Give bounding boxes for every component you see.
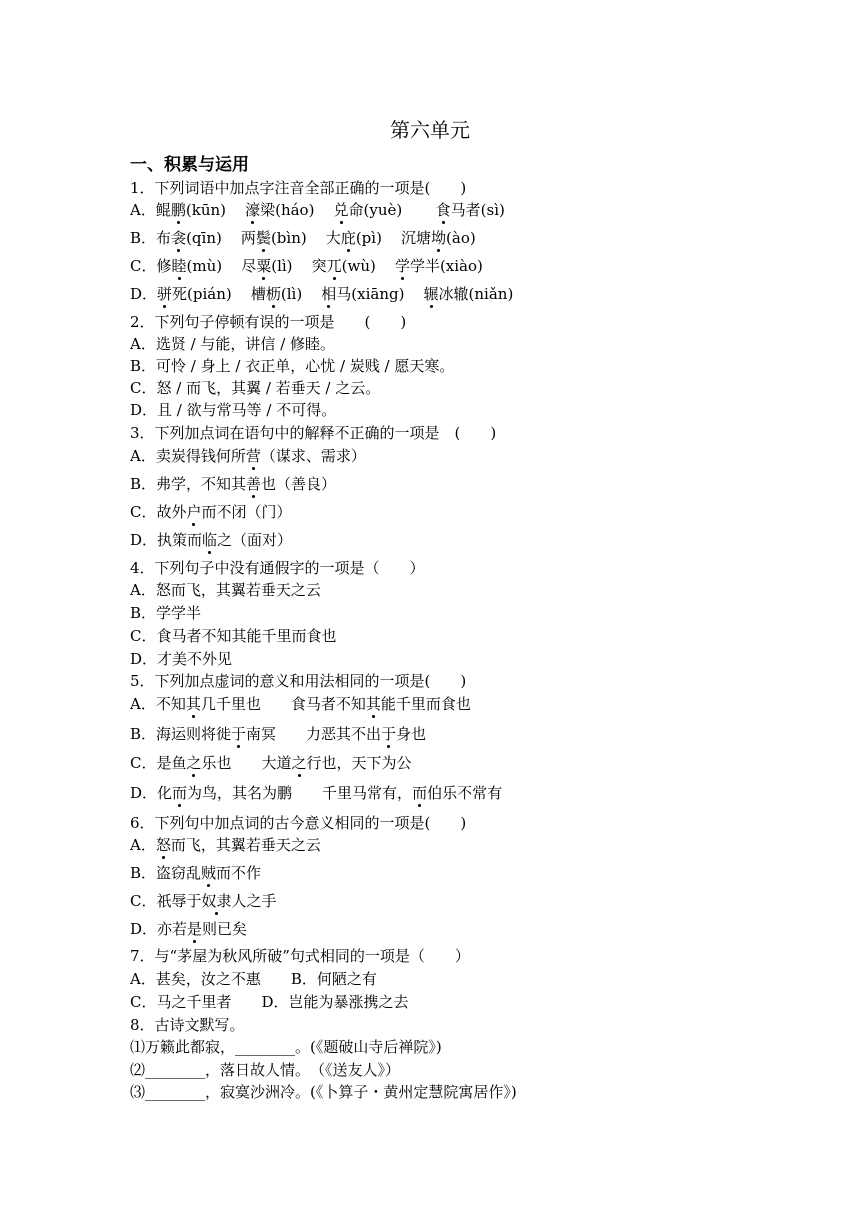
- q3-stem: 3．下列加点词在语句中的解释不正确的一项是 ( ): [130, 424, 497, 442]
- q1-option-c: C．修睦(mù) 尽粟(lì) 突兀(wù) 学学半(xiào): [130, 257, 483, 275]
- q4-option-d: D．才美不外见: [130, 650, 233, 668]
- q2-stem: 2．下列句子停顿有误的一项是 ( ): [130, 313, 407, 331]
- q4-stem: 4．下列句子中没有通假字的一项是（ ）: [130, 559, 425, 577]
- q5-stem: 5．下列加点虚词的意义和用法相同的一项是( ): [130, 672, 467, 690]
- q8-blank-2: ⑵________，落日故人情。 （《送友人》）: [130, 1061, 401, 1079]
- q3-option-b: B．弗学，不知其善也（善良）: [130, 475, 337, 493]
- q3-option-c: C．故外户而不闭（门）: [130, 503, 292, 521]
- q6-option-a: A．怒而飞，其翼若垂天之云: [130, 836, 321, 854]
- q4-option-a: A．怒而飞，其翼若垂天之云: [130, 581, 321, 599]
- q4-option-c: C．食马者不知其能千里而食也: [130, 627, 337, 645]
- q2-option-b: B．可怜 / 身上 / 衣正单，心忧 / 炭贱 / 愿天寒。: [130, 357, 455, 375]
- q5-option-b: B．海运则将徙于南冥 力恶其不出于身也: [130, 725, 427, 743]
- q5-option-c: C．是鱼之乐也 大道之行也，天下为公: [130, 754, 412, 772]
- q2-option-c: C．怒 / 而飞，其翼 / 若垂天 / 之云。: [130, 379, 381, 397]
- q2-option-d: D．且 / 欲与常马等 / 不可得。: [130, 401, 337, 419]
- page-title: 第六单元: [390, 118, 470, 142]
- q6-option-b: B．盗窃乱贼而不作: [130, 864, 262, 882]
- q1-option-a: A．鲲鹏(kūn) 濠梁(háo) 兑命(yuè) 食马者(sì): [130, 201, 505, 219]
- q1-option-b: B．布衾(qīn) 两鬓(bìn) 大庇(pì) 沉塘坳(ào): [130, 229, 476, 247]
- q3-option-d: D．执策而临之（面对）: [130, 531, 293, 549]
- q1-stem: 1．下列词语中加点字注音全部正确的一项是( ): [130, 179, 467, 197]
- q5-option-a: A．不知其几千里也 食马者不知其能千里而食也: [130, 695, 471, 713]
- q6-stem: 6．下列句中加点词的古今意义相同的一项是( ): [130, 814, 467, 832]
- q1-option-d: D．骈死(pián) 槽枥(lì) 相马(xiāng) 辗冰辙(niǎn): [130, 285, 514, 303]
- q7-options-ab: A．甚矣，汝之不惠 B．何陋之有: [130, 970, 377, 988]
- q8-blank-1: ⑴万籁此都寂，________。(《题破山寺后禅院》): [130, 1038, 442, 1056]
- q6-option-d: D．亦若是则已矣: [130, 920, 248, 938]
- q4-option-b: B．学学半: [130, 604, 202, 622]
- q8-blank-3: ⑶________，寂寞沙洲冷。(《卜算子・黄州定慧院寓居作》): [130, 1083, 517, 1101]
- q2-option-a: A．选贤 / 与能，讲信 / 修睦。: [130, 335, 336, 353]
- q7-stem: 7．与“茅屋为秋风所破”句式相同的一项是（ ）: [130, 947, 470, 965]
- q8-stem: 8．古诗文默写。: [130, 1016, 245, 1034]
- q6-option-c: C．祇辱于奴隶人之手: [130, 892, 277, 910]
- q5-option-d: D．化而为鸟，其名为鹏 千里马常有，而伯乐不常有: [130, 784, 503, 802]
- section-heading: 一、积累与运用: [130, 155, 249, 175]
- q7-options-cd: C．马之千里者 D．岂能为暴涨携之去: [130, 993, 409, 1011]
- q3-option-a: A．卖炭得钱何所营（谋求、需求）: [130, 447, 366, 465]
